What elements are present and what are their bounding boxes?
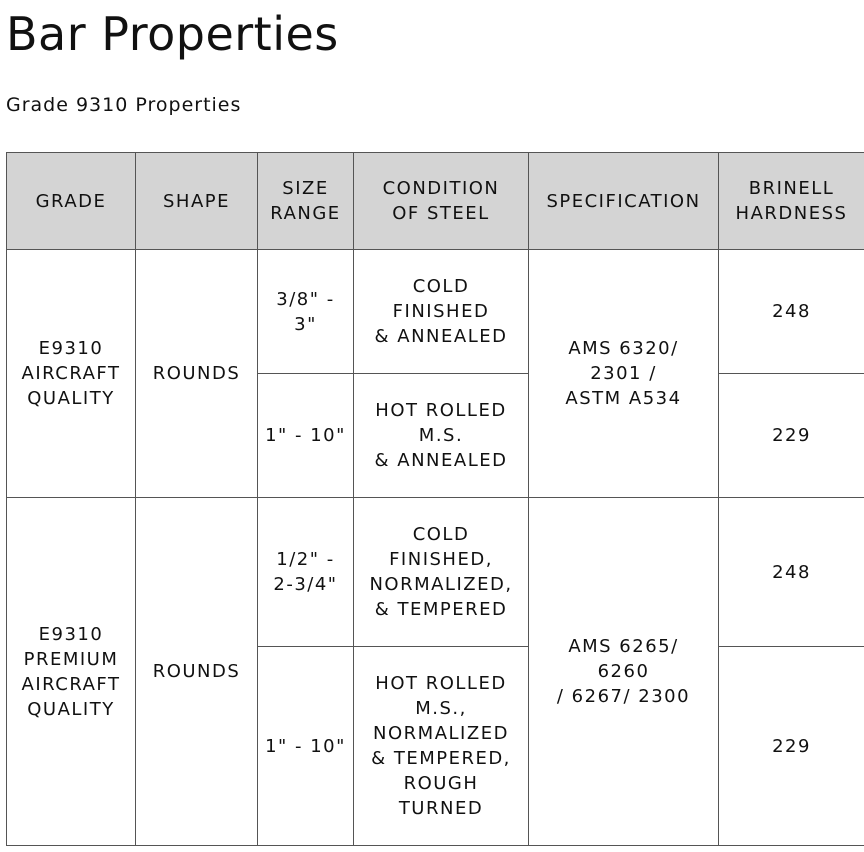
header-line: SHAPE <box>162 190 230 212</box>
spec-line: AMS 6320/ <box>568 338 679 359</box>
size-line: 3/8" - <box>276 288 335 310</box>
header-line: HARDNESS <box>735 203 848 224</box>
header-condition <box>354 153 529 250</box>
size-line: 1/2" - <box>276 549 335 570</box>
spec-line: / 6267/ 2300 <box>556 686 691 707</box>
size-range-cell <box>258 647 354 846</box>
grade-line: PREMIUM <box>23 648 119 670</box>
grade-line: QUALITY <box>27 698 115 720</box>
size-range-cell <box>258 250 354 374</box>
specification-cell <box>529 498 719 846</box>
header-line: CONDITION <box>382 178 500 199</box>
condition-line: HOT ROLLED <box>375 400 507 421</box>
spec-line: 2301 / <box>590 363 657 384</box>
condition-line: & ANNEALED <box>374 450 508 471</box>
grade-line: AIRCRAFT <box>21 673 121 695</box>
grade-line: QUALITY <box>27 388 115 409</box>
header-line: SPECIFICATION <box>546 190 701 212</box>
condition-line: NORMALIZED <box>373 723 509 744</box>
condition-line: & TEMPERED <box>374 599 508 620</box>
header-line: OF STEEL <box>392 203 490 224</box>
condition-cell <box>354 374 529 498</box>
size-line: 1" - 10" <box>265 425 346 446</box>
condition-cell <box>354 647 529 846</box>
size-range-cell <box>258 498 354 647</box>
header-shape <box>136 153 258 250</box>
spec-line: ASTM A534 <box>565 388 682 409</box>
condition-line: M.S., <box>415 698 467 719</box>
condition-line: COLD <box>412 524 470 545</box>
condition-cell <box>354 250 529 374</box>
condition-line: & TEMPERED, <box>371 748 511 769</box>
hardness-cell: 248 <box>719 250 864 374</box>
size-line: 2-3/4" <box>273 574 338 595</box>
properties-table <box>6 152 864 846</box>
hardness-cell: 229 <box>719 374 864 498</box>
grade-line: E9310 <box>38 623 104 645</box>
condition-cell <box>354 498 529 647</box>
header-size-range <box>258 153 354 250</box>
condition-line: & ANNEALED <box>374 326 508 347</box>
table-header-row <box>7 153 864 250</box>
size-line: 3" <box>294 313 317 335</box>
table-row <box>7 498 864 647</box>
specification-cell <box>529 250 719 498</box>
condition-line: NORMALIZED, <box>369 574 513 595</box>
shape-cell: ROUNDS <box>136 250 258 498</box>
size-range-cell <box>258 374 354 498</box>
grade-line: E9310 <box>38 338 104 359</box>
table-row <box>7 250 864 374</box>
hardness-cell: 248 <box>719 498 864 647</box>
grade-cell <box>7 498 136 846</box>
grade-cell <box>7 250 136 498</box>
header-hardness <box>719 153 864 250</box>
header-line: RANGE <box>270 203 341 224</box>
shape-cell: ROUNDS <box>136 498 258 846</box>
grade-line: AIRCRAFT <box>21 363 121 384</box>
condition-line: M.S. <box>418 425 464 446</box>
spec-line: 6260 <box>597 661 650 682</box>
condition-line: TURNED <box>398 798 484 819</box>
condition-line: COLD <box>412 276 470 297</box>
size-line: 1" - 10" <box>265 735 346 757</box>
condition-line: FINISHED <box>392 301 490 322</box>
header-line: SIZE <box>282 178 329 199</box>
hardness-cell: 229 <box>719 647 864 846</box>
condition-line: FINISHED, <box>389 549 493 570</box>
header-line: GRADE <box>35 190 107 212</box>
header-specification <box>529 153 719 250</box>
condition-line: HOT ROLLED <box>375 673 507 694</box>
condition-line: ROUGH <box>403 773 479 794</box>
page-subtitle: Grade 9310 Properties <box>6 94 242 116</box>
spec-line: AMS 6265/ <box>568 636 679 657</box>
header-grade <box>7 153 136 250</box>
header-line: BRINELL <box>748 178 835 199</box>
page-title: Bar Properties <box>6 7 339 61</box>
